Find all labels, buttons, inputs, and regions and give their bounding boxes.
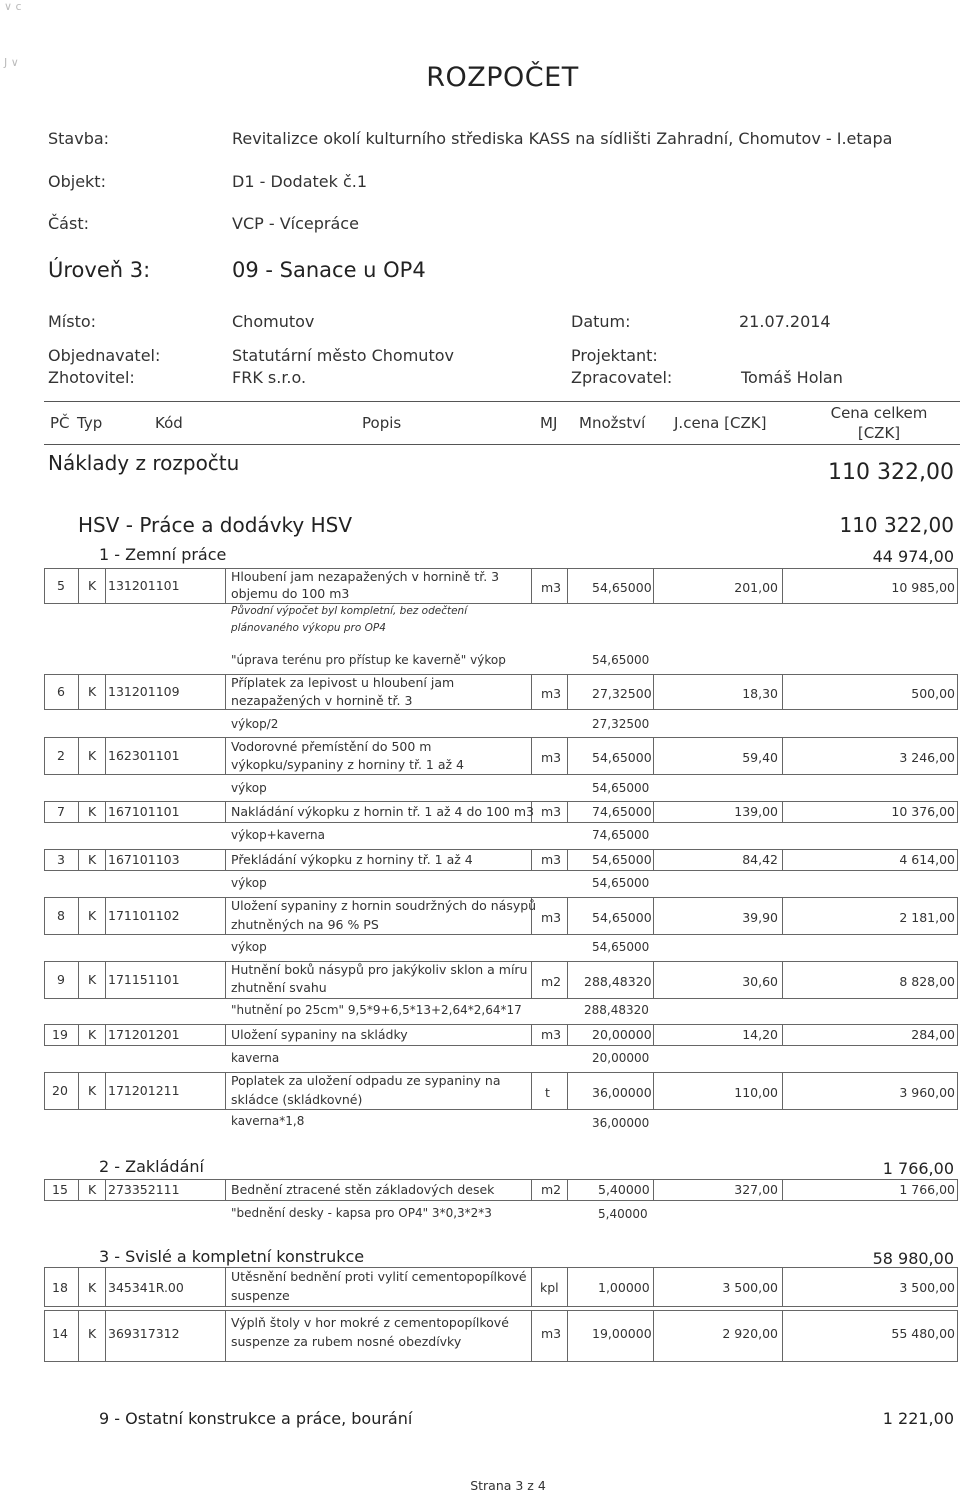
scan-mark-top: ∨ c — [4, 0, 22, 13]
zpracovatel-value: Tomáš Holan — [741, 368, 843, 387]
cell-celkem: 1 766,00 — [899, 1182, 955, 1197]
cell-popis-1: Nakládání výkopku z hornin tř. 1 až 4 do 100 m3 — [231, 804, 534, 819]
cell-jcena: 14,20 — [742, 1027, 778, 1042]
objednavatel-value: Statutární město Chomutov — [232, 346, 454, 365]
cell-mj: m3 — [541, 804, 562, 819]
group-1-label: 1 - Zemní práce — [99, 545, 227, 564]
cell-typ: K — [88, 908, 97, 923]
cell-pc: 2 — [57, 748, 65, 763]
calc-note: kaverna*1,8 — [231, 1114, 305, 1128]
cell-jcena: 327,00 — [734, 1182, 778, 1197]
cell-typ: K — [88, 972, 97, 987]
uroven-label: Úroveň 3: — [48, 258, 151, 282]
cell-pc: 8 — [57, 908, 65, 923]
cast-label: Část: — [48, 214, 89, 233]
cell-pc: 6 — [57, 684, 65, 699]
cell-jcena: 110,00 — [734, 1085, 778, 1100]
calc-note: výkop — [231, 876, 267, 890]
cell-pc: 19 — [52, 1027, 68, 1042]
cell-kod: 369317312 — [108, 1326, 180, 1341]
cell-mnozstvi: 1,00000 — [598, 1280, 650, 1295]
calc-note: "bednění desky - kapsa pro OP4" 3*0,3*2*3 — [231, 1206, 492, 1220]
cell-popis-1: Hloubení jam nezapažených v hornině tř. 3 — [231, 569, 500, 584]
projektant-label: Projektant: — [571, 346, 658, 365]
cell-popis-1: Poplatek za uložení odpadu ze sypaniny na — [231, 1073, 501, 1088]
stavba-value: Revitalizce okolí kulturního střediska KASS na sídlišti Zahradní, Chomutov - I.etapa — [232, 129, 893, 148]
calc-value: 5,40000 — [598, 1207, 648, 1221]
cell-popis-2: výkopku/sypaniny z horniny tř. 1 až 4 — [231, 757, 464, 772]
cell-celkem: 8 828,00 — [899, 974, 955, 989]
col-kod: Kód — [155, 414, 183, 432]
cell-celkem: 284,00 — [911, 1027, 955, 1042]
cell-popis-1: Uložení sypaniny z hornin soudržných do násypů — [231, 898, 537, 913]
group-9-label: 9 - Ostatní konstrukce a práce, bourání — [99, 1409, 413, 1428]
cell-pc: 15 — [52, 1182, 68, 1197]
group-3-label: 3 - Svislé a kompletní konstrukce — [99, 1247, 365, 1266]
calc-value: 27,32500 — [592, 717, 650, 731]
cell-popis-2: skládce (skládkovné) — [231, 1092, 363, 1107]
cell-mj: t — [545, 1085, 550, 1100]
cell-jcena: 84,42 — [742, 852, 778, 867]
cell-popis-1: Vodorovné přemístění do 500 m — [231, 739, 432, 754]
note-italic: Původní výpočet byl kompletní, bez odečtení — [231, 605, 468, 617]
cell-mj: m3 — [541, 750, 562, 765]
zhotovitel-label: Zhotovitel: — [48, 368, 135, 387]
cell-pc: 9 — [57, 972, 65, 987]
col-pc: PČ — [50, 414, 70, 432]
cell-kod: 167101103 — [108, 852, 180, 867]
cell-celkem: 3 246,00 — [899, 750, 955, 765]
cell-mj: m3 — [541, 852, 562, 867]
cell-pc: 7 — [57, 804, 65, 819]
cell-kod: 167101101 — [108, 804, 180, 819]
cell-popis-2: suspenze — [231, 1288, 290, 1303]
cell-typ: K — [88, 1182, 97, 1197]
cell-jcena: 2 920,00 — [722, 1326, 778, 1341]
zpracovatel-label: Zpracovatel: — [571, 368, 673, 387]
group-2-label: 2 - Zakládání — [99, 1157, 204, 1176]
cell-popis-2: zhutnění svahu — [231, 980, 327, 995]
cell-popis-1: Překládání výkopku z horniny tř. 1 až 4 — [231, 852, 473, 867]
cell-pc: 3 — [57, 852, 65, 867]
cell-jcena: 3 500,00 — [722, 1280, 778, 1295]
hsv-total: 110 322,00 — [839, 513, 954, 537]
calc-value: 288,48320 — [584, 1003, 649, 1017]
cell-mj: m3 — [541, 910, 562, 925]
table-row[interactable] — [44, 1179, 958, 1201]
cell-pc: 14 — [52, 1326, 68, 1341]
cell-jcena: 201,00 — [734, 580, 778, 595]
table-row[interactable] — [44, 674, 958, 710]
cell-mnozstvi: 5,40000 — [598, 1182, 650, 1197]
cell-celkem: 55 480,00 — [891, 1326, 955, 1341]
cell-typ: K — [88, 748, 97, 763]
cell-typ: K — [88, 684, 97, 699]
calc-value: 36,00000 — [592, 1116, 650, 1130]
calc-value: 54,65000 — [592, 876, 650, 890]
cell-popis-2: objemu do 100 m3 — [231, 586, 350, 601]
cell-pc: 18 — [52, 1280, 68, 1295]
cell-mnozstvi: 20,00000 — [592, 1027, 652, 1042]
col-popis: Popis — [362, 414, 402, 432]
page-title: ROZPOČET — [426, 62, 579, 93]
cell-mnozstvi: 288,48320 — [584, 974, 652, 989]
group-1-total: 44 974,00 — [872, 547, 954, 566]
cell-mnozstvi: 54,65000 — [592, 852, 652, 867]
calc-note: výkop — [231, 940, 267, 954]
cell-kod: 345341R.00 — [108, 1280, 184, 1295]
cell-kod: 171151101 — [108, 972, 180, 987]
cell-celkem: 10 376,00 — [891, 804, 955, 819]
cell-typ: K — [88, 1027, 97, 1042]
cast-value: VCP - Vícepráce — [232, 214, 359, 233]
stavba-label: Stavba: — [48, 129, 110, 148]
cell-kod: 131201109 — [108, 684, 180, 699]
cell-jcena: 39,90 — [742, 910, 778, 925]
col-celkem-2: [CZK] — [857, 424, 901, 442]
cell-pc: 5 — [57, 578, 65, 593]
cell-celkem: 3 960,00 — [899, 1085, 955, 1100]
col-typ: Typ — [77, 414, 103, 432]
cell-mnozstvi: 19,00000 — [592, 1326, 652, 1341]
cell-jcena: 139,00 — [734, 804, 778, 819]
table-row[interactable] — [44, 568, 958, 604]
cell-kod: 162301101 — [108, 748, 180, 763]
cell-mnozstvi: 36,00000 — [592, 1085, 652, 1100]
cell-celkem: 2 181,00 — [899, 910, 955, 925]
group-9-total: 1 221,00 — [882, 1409, 954, 1428]
cell-celkem: 500,00 — [911, 686, 955, 701]
summary-total: 110 322,00 — [828, 460, 954, 485]
cell-typ: K — [88, 1083, 97, 1098]
cell-jcena: 59,40 — [742, 750, 778, 765]
summary-label: Náklady z rozpočtu — [48, 451, 240, 475]
cell-jcena: 18,30 — [742, 686, 778, 701]
cell-typ: K — [88, 804, 97, 819]
cell-celkem: 10 985,00 — [891, 580, 955, 595]
cell-typ: K — [88, 1280, 97, 1295]
table-row[interactable] — [44, 1072, 958, 1110]
calc-note: výkop+kaverna — [231, 828, 325, 842]
datum-value: 21.07.2014 — [739, 312, 831, 331]
cell-popis-1: Bednění ztracené stěn základových desek — [231, 1182, 495, 1197]
cell-kod: 171201201 — [108, 1027, 180, 1042]
calc-value: 54,65000 — [592, 940, 650, 954]
cell-kod: 171201211 — [108, 1083, 180, 1098]
cell-typ: K — [88, 578, 97, 593]
hsv-label: HSV - Práce a dodávky HSV — [78, 513, 353, 537]
cell-kod: 273352111 — [108, 1182, 180, 1197]
table-row[interactable] — [44, 849, 958, 871]
calc-note: výkop — [231, 781, 267, 795]
misto-label: Místo: — [48, 312, 97, 331]
cell-mj: kpl — [540, 1280, 559, 1295]
col-mnozstvi: Množství — [579, 414, 646, 432]
cell-mnozstvi: 54,65000 — [592, 750, 652, 765]
column-header — [44, 401, 960, 445]
cell-mnozstvi: 27,32500 — [592, 686, 652, 701]
cell-mj: m3 — [541, 1326, 562, 1341]
calc-note: kaverna — [231, 1051, 280, 1065]
cell-celkem: 3 500,00 — [899, 1280, 955, 1295]
cell-popis-1: Příplatek za lepivost u hloubení jam — [231, 675, 455, 690]
objednavatel-label: Objednavatel: — [48, 346, 161, 365]
cell-mj: m3 — [541, 1027, 562, 1042]
calc-value: 20,00000 — [592, 1051, 650, 1065]
group-2-total: 1 766,00 — [882, 1159, 954, 1178]
cell-mj: m3 — [541, 686, 562, 701]
objekt-label: Objekt: — [48, 172, 106, 191]
misto-value: Chomutov — [232, 312, 315, 331]
cell-jcena: 30,60 — [742, 974, 778, 989]
page-footer: Strana 3 z 4 — [470, 1478, 546, 1493]
col-celkem-1: Cena celkem — [830, 404, 928, 422]
cell-mj: m2 — [541, 974, 562, 989]
calc-note: výkop/2 — [231, 717, 279, 731]
cell-mj: m3 — [541, 580, 562, 595]
cell-mnozstvi: 54,65000 — [592, 910, 652, 925]
zhotovitel-value: FRK s.r.o. — [232, 368, 307, 387]
calc-value: 54,65000 — [592, 781, 650, 795]
cell-mj: m2 — [541, 1182, 562, 1197]
cell-mnozstvi: 74,65000 — [592, 804, 652, 819]
cell-popis-1: Utěsnění bednění proti vylití cementopopílkové — [231, 1269, 527, 1284]
cell-kod: 131201101 — [108, 578, 180, 593]
cell-typ: K — [88, 1326, 97, 1341]
cell-kod: 171101102 — [108, 908, 180, 923]
scan-mark-left: J ∨ — [4, 56, 19, 69]
uroven-value: 09 - Sanace u OP4 — [232, 258, 426, 282]
cell-popis-1: Uložení sypaniny na skládky — [231, 1027, 408, 1042]
calc-value: 54,65000 — [592, 653, 650, 667]
datum-label: Datum: — [571, 312, 631, 331]
note-italic: plánovaného výkopu pro OP4 — [231, 622, 386, 634]
calc-note: "hutnění po 25cm" 9,5*9+6,5*13+2,64*2,64*17 — [231, 1003, 522, 1017]
cell-popis-2: suspenze za rubem nosné obezdívky — [231, 1334, 462, 1349]
cell-popis-2: nezapažených v hornině tř. 3 — [231, 693, 413, 708]
cell-popis-2: zhutněných na 96 % PS — [231, 917, 379, 932]
cell-typ: K — [88, 852, 97, 867]
table-row[interactable] — [44, 737, 958, 775]
table-row[interactable] — [44, 1024, 958, 1046]
cell-celkem: 4 614,00 — [899, 852, 955, 867]
objekt-value: D1 - Dodatek č.1 — [232, 172, 368, 191]
calc-note: "úprava terénu pro přístup ke kaverně" výkop — [231, 653, 506, 667]
calc-value: 74,65000 — [592, 828, 650, 842]
cell-popis-1: Výplň štoly v hor mokré z cementopopílkové — [231, 1315, 509, 1330]
cell-mnozstvi: 54,65000 — [592, 580, 652, 595]
col-mj: MJ — [540, 414, 558, 432]
col-jcena: J.cena [CZK] — [674, 414, 767, 432]
group-3-total: 58 980,00 — [872, 1249, 954, 1268]
cell-pc: 20 — [52, 1083, 68, 1098]
cell-popis-1: Hutnění boků násypů pro jakýkoliv sklon a míru — [231, 962, 528, 977]
